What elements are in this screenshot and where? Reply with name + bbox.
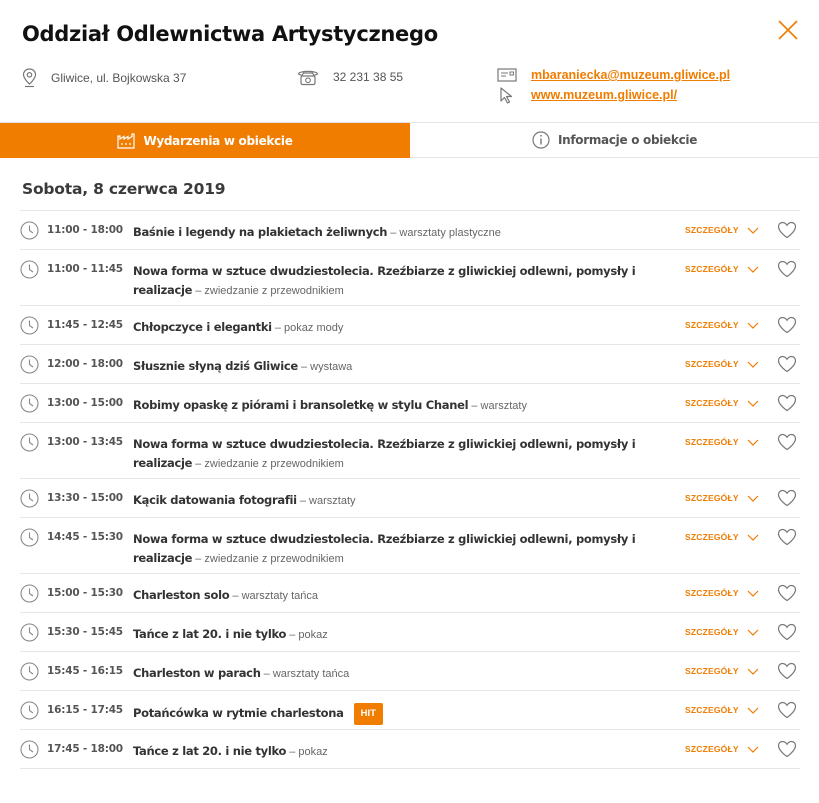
event-type: zwiedzanie z przewodnikiem <box>204 553 344 565</box>
event-time: 11:00 - 11:45 <box>47 263 123 275</box>
event-row <box>20 652 800 691</box>
clock-icon <box>20 584 39 603</box>
event-type: pokaz mody <box>284 322 344 334</box>
event-type: zwiedzanie z przewodnikiem <box>204 458 344 470</box>
event-row <box>20 306 800 345</box>
details-button[interactable] <box>685 225 759 235</box>
event-time: 11:45 - 12:45 <box>47 319 123 331</box>
details-button[interactable] <box>685 320 759 330</box>
tab-info[interactable] <box>410 123 819 158</box>
venue-title: Oddział Odlewnictwa Artystycznego <box>22 22 438 46</box>
chevron-down-icon <box>747 746 759 753</box>
clock-icon <box>20 355 39 374</box>
event-description: Słusznie słyną dziś Gliwice – wystawa <box>133 359 353 373</box>
event-type: pokaz <box>298 629 328 641</box>
event-name[interactable]: Tańce z lat 20. i nie tylko <box>133 627 287 641</box>
event-type: pokaz <box>298 746 328 758</box>
details-button[interactable] <box>685 359 759 369</box>
clock-icon <box>20 489 39 508</box>
event-time: 13:30 - 15:00 <box>47 492 123 504</box>
details-label: SZCZEGÓŁY <box>685 437 739 447</box>
event-description: Nowa forma w sztuce dwudziestolecia. Rzeźbiarze z gliwickiej odlewni, pomysły i realizacje – zwiedzanie z przewodnikiem <box>133 532 636 565</box>
event-type: warsztaty tańca <box>272 668 350 680</box>
event-time: 13:00 - 15:00 <box>47 397 123 409</box>
details-label: SZCZEGÓŁY <box>685 705 739 715</box>
event-name[interactable]: Tańce z lat 20. i nie tylko <box>133 744 287 758</box>
event-type: warsztaty plastyczne <box>399 227 501 239</box>
event-name[interactable]: Kącik datowania fotografii <box>133 493 297 507</box>
details-label: SZCZEGÓŁY <box>685 398 739 408</box>
event-row <box>20 518 800 574</box>
event-time: 12:00 - 18:00 <box>47 358 123 370</box>
event-time: 11:00 - 18:00 <box>47 224 123 236</box>
details-label: SZCZEGÓŁY <box>685 493 739 503</box>
event-name[interactable]: Charleston solo <box>133 588 230 602</box>
event-type: warsztaty <box>309 495 356 507</box>
event-name[interactable]: Robimy opaskę z piórami i bransoletkę w stylu Chanel <box>133 398 469 412</box>
event-list <box>20 210 800 769</box>
event-time: 13:00 - 13:45 <box>47 436 123 448</box>
clock-icon <box>20 433 39 452</box>
website-link[interactable]: www.muzeum.gliwice.pl/ <box>531 88 678 102</box>
venue-phone <box>297 68 403 86</box>
event-row <box>20 211 800 250</box>
event-row <box>20 691 800 730</box>
details-button[interactable] <box>685 666 759 676</box>
event-row <box>20 613 800 652</box>
details-button[interactable] <box>685 744 759 754</box>
event-name[interactable]: Nowa forma w sztuce dwudziestolecia. Rzeźbiarze z gliwickiej odlewni, pomysły i realizacje <box>133 532 636 565</box>
chevron-down-icon <box>747 227 759 234</box>
heart-icon[interactable] <box>777 355 797 373</box>
event-type: wystawa <box>310 361 353 373</box>
event-row <box>20 730 800 769</box>
venue-tabs <box>0 123 819 158</box>
event-time: 15:45 - 16:15 <box>47 665 123 677</box>
event-name[interactable]: Potańcówka w rytmie charlestona <box>133 706 344 720</box>
heart-icon[interactable] <box>777 701 797 719</box>
heart-icon[interactable] <box>777 394 797 412</box>
heart-icon[interactable] <box>777 584 797 602</box>
info-icon <box>532 131 550 149</box>
address-text: Gliwice, ul. Bojkowska 37 <box>51 71 187 85</box>
clock-icon <box>20 623 39 642</box>
venue-address <box>22 68 186 88</box>
clock-icon <box>20 221 39 240</box>
event-name[interactable]: Charleston w parach <box>133 666 261 680</box>
heart-icon[interactable] <box>777 260 797 278</box>
phone-icon <box>297 68 319 86</box>
phone-text: 32 231 38 55 <box>333 70 404 84</box>
event-description: Robimy opaskę z piórami i bransoletkę w stylu Chanel – warsztaty <box>133 398 527 412</box>
tab-info-label: Informacje o obiekcie <box>557 133 698 147</box>
event-row <box>20 423 800 479</box>
chevron-down-icon <box>747 266 759 273</box>
venue-email[interactable] <box>497 68 730 82</box>
event-type: warsztaty tańca <box>241 590 318 602</box>
heart-icon[interactable] <box>777 662 797 680</box>
event-row <box>20 384 800 423</box>
event-name[interactable]: Słusznie słyną dziś Gliwice <box>133 359 298 373</box>
hit-badge: HIT <box>354 703 383 725</box>
tab-events-label: Wydarzenia w obiekcie <box>143 133 293 148</box>
chevron-down-icon <box>747 534 759 541</box>
event-name[interactable]: Nowa forma w sztuce dwudziestolecia. Rzeźbiarze z gliwickiej odlewni, pomysły i realizacje <box>133 264 636 297</box>
event-name[interactable]: Nowa forma w sztuce dwudziestolecia. Rzeźbiarze z gliwickiej odlewni, pomysły i realizacje <box>133 437 636 470</box>
event-description: Tańce z lat 20. i nie tylko – pokaz <box>133 627 328 641</box>
clock-icon <box>20 260 39 279</box>
close-icon[interactable] <box>776 18 800 42</box>
heart-icon[interactable] <box>777 221 797 239</box>
details-label: SZCZEGÓŁY <box>685 320 739 330</box>
details-label: SZCZEGÓŁY <box>685 666 739 676</box>
heart-icon[interactable] <box>777 623 797 641</box>
event-description: Nowa forma w sztuce dwudziestolecia. Rzeźbiarze z gliwickiej odlewni, pomysły i realizacje – zwiedzanie z przewodnikiem <box>133 437 636 470</box>
heart-icon[interactable] <box>777 528 797 546</box>
email-link[interactable]: mbaraniecka@muzeum.gliwice.pl <box>531 68 731 82</box>
details-label: SZCZEGÓŁY <box>685 627 739 637</box>
clock-icon <box>20 701 39 720</box>
chevron-down-icon <box>747 590 759 597</box>
event-time: 15:30 - 15:45 <box>47 626 123 638</box>
chevron-down-icon <box>747 361 759 368</box>
event-type: warsztaty <box>480 400 527 412</box>
chevron-down-icon <box>747 400 759 407</box>
location-pin-icon <box>22 68 37 88</box>
envelope-icon <box>497 68 517 82</box>
event-time: 15:00 - 15:30 <box>47 587 123 599</box>
details-button[interactable] <box>685 493 759 503</box>
heart-icon[interactable] <box>777 740 797 758</box>
cursor-icon <box>497 86 517 104</box>
details-label: SZCZEGÓŁY <box>685 264 739 274</box>
event-name[interactable]: Baśnie i legendy na plakietach żeliwnych <box>133 225 388 239</box>
details-label: SZCZEGÓŁY <box>685 225 739 235</box>
details-button[interactable] <box>685 437 759 447</box>
clock-icon <box>20 394 39 413</box>
event-type: zwiedzanie z przewodnikiem <box>204 285 344 297</box>
details-button[interactable] <box>685 398 759 408</box>
venue-website[interactable] <box>497 86 677 104</box>
event-time: 16:15 - 17:45 <box>47 704 123 716</box>
details-button[interactable] <box>685 264 759 274</box>
event-description: Kącik datowania fotografii – warsztaty <box>133 493 356 507</box>
event-description: Charleston solo – warsztaty tańca <box>133 588 318 602</box>
event-row <box>20 345 800 384</box>
factory-icon <box>117 133 135 149</box>
event-time: 14:45 - 15:30 <box>47 531 123 543</box>
details-label: SZCZEGÓŁY <box>685 532 739 542</box>
details-button[interactable] <box>685 705 759 715</box>
clock-icon <box>20 528 39 547</box>
event-time: 17:45 - 18:00 <box>47 743 123 755</box>
event-name[interactable]: Chłopczyce i elegantki <box>133 320 272 334</box>
clock-icon <box>20 316 39 335</box>
date-heading: Sobota, 8 czerwca 2019 <box>22 180 226 198</box>
details-button[interactable] <box>685 627 759 637</box>
chevron-down-icon <box>747 707 759 714</box>
event-description: Tańce z lat 20. i nie tylko – pokaz <box>133 744 328 758</box>
event-description: Charleston w parach – warsztaty tańca <box>133 666 350 680</box>
event-description <box>133 703 663 725</box>
tab-events[interactable] <box>0 123 410 158</box>
chevron-down-icon <box>747 668 759 675</box>
event-row <box>20 479 800 518</box>
details-button[interactable] <box>685 588 759 598</box>
event-description: Nowa forma w sztuce dwudziestolecia. Rzeźbiarze z gliwickiej odlewni, pomysły i realizacje – zwiedzanie z przewodnikiem <box>133 264 636 297</box>
event-description: Baśnie i legendy na plakietach żeliwnych – warsztaty plastyczne <box>133 225 501 239</box>
heart-icon[interactable] <box>777 433 797 451</box>
details-button[interactable] <box>685 532 759 542</box>
chevron-down-icon <box>747 322 759 329</box>
event-row <box>20 250 800 306</box>
heart-icon[interactable] <box>777 316 797 334</box>
chevron-down-icon <box>747 495 759 502</box>
venue-header <box>0 0 819 123</box>
chevron-down-icon <box>747 439 759 446</box>
event-description: Chłopczyce i elegantki – pokaz mody <box>133 320 344 334</box>
chevron-down-icon <box>747 629 759 636</box>
details-label: SZCZEGÓŁY <box>685 744 739 754</box>
clock-icon <box>20 662 39 681</box>
clock-icon <box>20 740 39 759</box>
event-row <box>20 574 800 613</box>
details-label: SZCZEGÓŁY <box>685 359 739 369</box>
heart-icon[interactable] <box>777 489 797 507</box>
details-label: SZCZEGÓŁY <box>685 588 739 598</box>
